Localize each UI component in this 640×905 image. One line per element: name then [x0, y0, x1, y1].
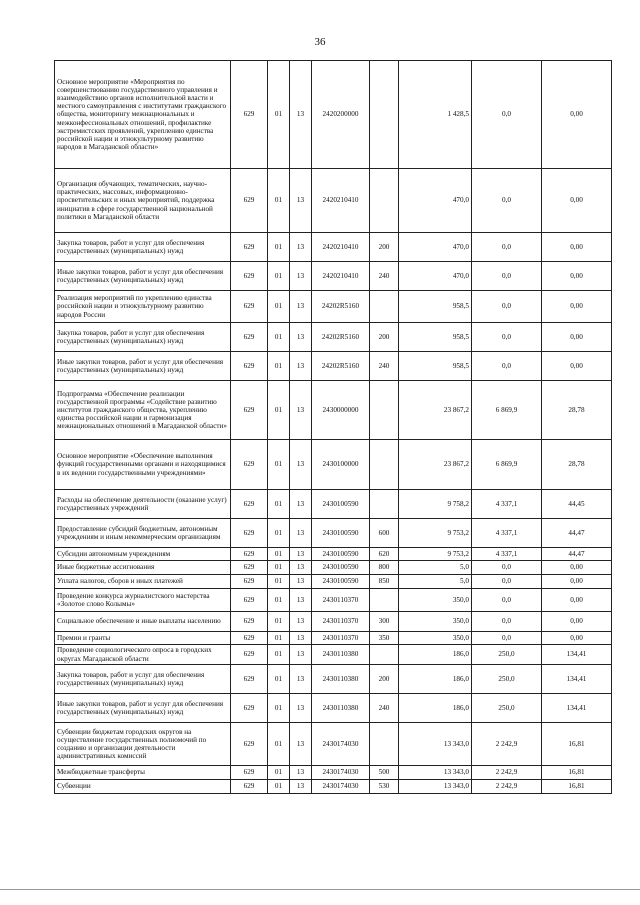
cell-fact: 4 337,1: [472, 490, 542, 519]
cell-csr: 2430110380: [312, 694, 370, 723]
cell-pr: 13: [290, 440, 312, 490]
cell-fact: 6 869,9: [472, 381, 542, 440]
cell-fact: 250,0: [472, 645, 542, 665]
cell-pct: 134,41: [542, 694, 612, 723]
cell-csr: 2420210410: [312, 169, 370, 233]
cell-fact: 0,0: [472, 169, 542, 233]
cell-rz: 01: [268, 694, 290, 723]
cell-pr: 13: [290, 694, 312, 723]
cell-pr: 13: [290, 262, 312, 291]
cell-pct: 0,00: [542, 352, 612, 381]
cell-rz: 01: [268, 440, 290, 490]
cell-pct: 44,45: [542, 490, 612, 519]
cell-name: Субсидии автономным учреждениям: [55, 548, 231, 561]
cell-ved: 629: [231, 323, 268, 352]
cell-csr: 2430174030: [312, 780, 370, 794]
cell-csr: 24202R5160: [312, 291, 370, 323]
cell-ved: 629: [231, 632, 268, 645]
cell-pct: 0,00: [542, 589, 612, 612]
cell-pr: 13: [290, 723, 312, 766]
table-row: [55, 519, 612, 548]
table-row: [55, 169, 612, 233]
cell-name: Предоставление субсидий бюджетным, автономным учреждениям и иным некоммерческим организациям: [55, 519, 231, 548]
cell-vr: 800: [370, 561, 399, 575]
cell-vr: [370, 381, 399, 440]
cell-csr: 2430110370: [312, 632, 370, 645]
cell-name: Иные закупки товаров, работ и услуг для обеспечения государственных (муниципальных) нужд: [55, 352, 231, 381]
cell-fact: 0,0: [472, 612, 542, 632]
cell-pct: 16,81: [542, 766, 612, 780]
cell-fact: 0,0: [472, 589, 542, 612]
cell-fact: 250,0: [472, 665, 542, 694]
cell-rz: 01: [268, 381, 290, 440]
cell-csr: 2420200000: [312, 61, 370, 169]
table-row: [55, 766, 612, 780]
cell-rz: 01: [268, 780, 290, 794]
cell-vr: 240: [370, 352, 399, 381]
cell-ved: 629: [231, 766, 268, 780]
cell-csr: 2430174030: [312, 766, 370, 780]
cell-pr: 13: [290, 766, 312, 780]
cell-name: Организация обучающих, тематических, научно-практических, массовых, информационно-просветительских и иных мероприятий, поддержка инициатив в сфере государственной национальной политики в Магаданской области: [55, 169, 231, 233]
cell-pct: 0,00: [542, 612, 612, 632]
cell-csr: 2430110370: [312, 589, 370, 612]
cell-csr: 2430110380: [312, 645, 370, 665]
cell-name: Закупка товаров, работ и услуг для обеспечения государственных (муниципальных) нужд: [55, 233, 231, 262]
cell-vr: 240: [370, 262, 399, 291]
table-row: [55, 575, 612, 589]
cell-plan: 350,0: [399, 612, 472, 632]
table-row: [55, 233, 612, 262]
cell-vr: [370, 490, 399, 519]
cell-plan: 470,0: [399, 233, 472, 262]
cell-plan: 1 428,5: [399, 61, 472, 169]
cell-pr: 13: [290, 665, 312, 694]
cell-pct: 28,78: [542, 381, 612, 440]
cell-ved: 629: [231, 381, 268, 440]
cell-vr: [370, 291, 399, 323]
cell-name: Субвенции: [55, 780, 231, 794]
cell-vr: [370, 589, 399, 612]
cell-plan: 958,5: [399, 352, 472, 381]
cell-pr: 13: [290, 381, 312, 440]
table-row: [55, 645, 612, 665]
cell-csr: 2430174030: [312, 723, 370, 766]
table-row: [55, 632, 612, 645]
cell-pct: 44,47: [542, 519, 612, 548]
cell-vr: 350: [370, 632, 399, 645]
cell-pct: 0,00: [542, 233, 612, 262]
cell-rz: 01: [268, 490, 290, 519]
cell-rz: 01: [268, 766, 290, 780]
cell-name: Социальное обеспечение и иные выплаты населению: [55, 612, 231, 632]
cell-pr: 13: [290, 352, 312, 381]
table-row: [55, 694, 612, 723]
cell-rz: 01: [268, 233, 290, 262]
cell-ved: 629: [231, 61, 268, 169]
cell-name: Закупка товаров, работ и услуг для обеспечения государственных (муниципальных) нужд: [55, 665, 231, 694]
cell-vr: [370, 440, 399, 490]
cell-name: Основное мероприятие «Мероприятия по совершенствованию государственного управления и взаимодействию органов исполнительной власти и местного самоуправления с институтами гражданского общества, мониторингу межнациональных и межконфессиональных отношений, профилактике экстремистских проявлений, укреплению единства российской нации и этнокультурному развитию народов в Магаданской области»: [55, 61, 231, 169]
cell-ved: 629: [231, 780, 268, 794]
cell-name: Проведение социологического опроса в городских округах Магаданской области: [55, 645, 231, 665]
cell-vr: 530: [370, 780, 399, 794]
cell-plan: 13 343,0: [399, 723, 472, 766]
cell-ved: 629: [231, 169, 268, 233]
cell-fact: 2 242,9: [472, 723, 542, 766]
cell-plan: 958,5: [399, 291, 472, 323]
cell-plan: 9 753,2: [399, 548, 472, 561]
cell-vr: [370, 169, 399, 233]
cell-vr: 620: [370, 548, 399, 561]
cell-ved: 629: [231, 694, 268, 723]
table-row: [55, 665, 612, 694]
cell-name: Подпрограмма «Обеспечение реализации государственной программы «Содействие развитию институтов гражданского общества, укреплению единства российской нации и гармонизация межнациональных отношений в Магаданской области»: [55, 381, 231, 440]
cell-ved: 629: [231, 589, 268, 612]
cell-pr: 13: [290, 589, 312, 612]
cell-vr: 240: [370, 694, 399, 723]
table-row: [55, 490, 612, 519]
cell-vr: 850: [370, 575, 399, 589]
table-row: [55, 352, 612, 381]
cell-name: Уплата налогов, сборов и иных платежей: [55, 575, 231, 589]
cell-name: Иные бюджетные ассигнования: [55, 561, 231, 575]
table-row: [55, 612, 612, 632]
cell-plan: 186,0: [399, 645, 472, 665]
cell-vr: 200: [370, 233, 399, 262]
cell-vr: 500: [370, 766, 399, 780]
cell-fact: 4 337,1: [472, 548, 542, 561]
cell-name: Премии и гранты: [55, 632, 231, 645]
table-row: [55, 589, 612, 612]
cell-rz: 01: [268, 352, 290, 381]
cell-pr: 13: [290, 561, 312, 575]
cell-pct: 16,81: [542, 780, 612, 794]
table-row: [55, 723, 612, 766]
cell-rz: 01: [268, 632, 290, 645]
cell-pct: 0,00: [542, 561, 612, 575]
cell-pr: 13: [290, 645, 312, 665]
cell-name: Иные закупки товаров, работ и услуг для обеспечения государственных (муниципальных) нужд: [55, 262, 231, 291]
cell-pr: 13: [290, 291, 312, 323]
cell-ved: 629: [231, 561, 268, 575]
cell-name: Субвенции бюджетам городских округов на осуществление государственных полномочий по созданию и организации деятельности административных комиссий: [55, 723, 231, 766]
cell-plan: 470,0: [399, 169, 472, 233]
cell-csr: 2430100590: [312, 575, 370, 589]
table-row: [55, 548, 612, 561]
cell-pct: 0,00: [542, 575, 612, 589]
cell-pct: 0,00: [542, 632, 612, 645]
cell-pr: 13: [290, 323, 312, 352]
cell-csr: 2430110380: [312, 665, 370, 694]
cell-vr: [370, 723, 399, 766]
cell-ved: 629: [231, 291, 268, 323]
cell-fact: 0,0: [472, 632, 542, 645]
table-row: [55, 780, 612, 794]
cell-plan: 350,0: [399, 589, 472, 612]
cell-rz: 01: [268, 575, 290, 589]
cell-rz: 01: [268, 323, 290, 352]
cell-csr: 2430100590: [312, 548, 370, 561]
cell-rz: 01: [268, 723, 290, 766]
cell-rz: 01: [268, 169, 290, 233]
cell-rz: 01: [268, 665, 290, 694]
cell-vr: 200: [370, 323, 399, 352]
cell-plan: 23 867,2: [399, 381, 472, 440]
cell-fact: 250,0: [472, 694, 542, 723]
cell-pct: 0,00: [542, 291, 612, 323]
cell-pr: 13: [290, 490, 312, 519]
cell-fact: 2 242,9: [472, 780, 542, 794]
cell-rz: 01: [268, 612, 290, 632]
cell-rz: 01: [268, 262, 290, 291]
cell-plan: 5,0: [399, 561, 472, 575]
cell-pct: 0,00: [542, 61, 612, 169]
table-row: [55, 561, 612, 575]
cell-ved: 629: [231, 440, 268, 490]
cell-fact: 0,0: [472, 61, 542, 169]
cell-plan: 5,0: [399, 575, 472, 589]
cell-rz: 01: [268, 61, 290, 169]
table-body: [55, 61, 612, 794]
table-row: [55, 381, 612, 440]
table-row: [55, 323, 612, 352]
cell-plan: 9 753,2: [399, 519, 472, 548]
cell-csr: 2420210410: [312, 233, 370, 262]
table-row: [55, 440, 612, 490]
cell-ved: 629: [231, 665, 268, 694]
cell-csr: 2430100000: [312, 440, 370, 490]
cell-ved: 629: [231, 352, 268, 381]
cell-pr: 13: [290, 233, 312, 262]
cell-name: Расходы на обеспечение деятельности (оказание услуг) государственных учреждений: [55, 490, 231, 519]
cell-pr: 13: [290, 780, 312, 794]
cell-pct: 134,41: [542, 645, 612, 665]
cell-csr: 2430100590: [312, 490, 370, 519]
cell-fact: 2 242,9: [472, 766, 542, 780]
cell-pct: 44,47: [542, 548, 612, 561]
cell-plan: 470,0: [399, 262, 472, 291]
cell-vr: 300: [370, 612, 399, 632]
cell-fact: 0,0: [472, 291, 542, 323]
cell-rz: 01: [268, 589, 290, 612]
cell-pr: 13: [290, 612, 312, 632]
cell-ved: 629: [231, 723, 268, 766]
cell-fact: 0,0: [472, 561, 542, 575]
cell-csr: 2430000000: [312, 381, 370, 440]
cell-name: Реализация мероприятий по укреплению единства российской нации и этнокультурному развитию народов России: [55, 291, 231, 323]
cell-fact: 0,0: [472, 262, 542, 291]
cell-pct: 0,00: [542, 323, 612, 352]
cell-name: Основное мероприятие «Обеспечение выполнения функций государственными органами и находящимися в их ведении государственными учреждениями»: [55, 440, 231, 490]
cell-rz: 01: [268, 519, 290, 548]
cell-pr: 13: [290, 519, 312, 548]
table-row: [55, 61, 612, 169]
cell-ved: 629: [231, 519, 268, 548]
cell-pr: 13: [290, 61, 312, 169]
cell-pct: 28,78: [542, 440, 612, 490]
cell-ved: 629: [231, 490, 268, 519]
cell-fact: 4 337,1: [472, 519, 542, 548]
cell-csr: 2430110370: [312, 612, 370, 632]
cell-csr: 24202R5160: [312, 352, 370, 381]
cell-fact: 6 869,9: [472, 440, 542, 490]
cell-pct: 134,41: [542, 665, 612, 694]
cell-name: Закупка товаров, работ и услуг для обеспечения государственных (муниципальных) нужд: [55, 323, 231, 352]
cell-pct: 16,81: [542, 723, 612, 766]
cell-plan: 958,5: [399, 323, 472, 352]
cell-fact: 0,0: [472, 323, 542, 352]
cell-pr: 13: [290, 632, 312, 645]
cell-fact: 0,0: [472, 575, 542, 589]
cell-ved: 629: [231, 612, 268, 632]
cell-rz: 01: [268, 561, 290, 575]
cell-rz: 01: [268, 548, 290, 561]
cell-pct: 0,00: [542, 262, 612, 291]
cell-csr: 2420210410: [312, 262, 370, 291]
cell-fact: 0,0: [472, 352, 542, 381]
cell-pct: 0,00: [542, 169, 612, 233]
cell-csr: 2430100590: [312, 561, 370, 575]
cell-fact: 0,0: [472, 233, 542, 262]
cell-plan: 9 758,2: [399, 490, 472, 519]
cell-plan: 186,0: [399, 665, 472, 694]
cell-plan: 13 343,0: [399, 780, 472, 794]
cell-vr: 200: [370, 665, 399, 694]
cell-name: Иные закупки товаров, работ и услуг для обеспечения государственных (муниципальных) нужд: [55, 694, 231, 723]
cell-plan: 186,0: [399, 694, 472, 723]
cell-pr: 13: [290, 548, 312, 561]
cell-pr: 13: [290, 575, 312, 589]
cell-vr: [370, 645, 399, 665]
cell-ved: 629: [231, 645, 268, 665]
cell-vr: 600: [370, 519, 399, 548]
cell-csr: 24202R5160: [312, 323, 370, 352]
cell-plan: 23 867,2: [399, 440, 472, 490]
table-row: [55, 262, 612, 291]
cell-ved: 629: [231, 262, 268, 291]
page-bottom-rule: [0, 889, 640, 890]
cell-plan: 350,0: [399, 632, 472, 645]
cell-plan: 13 343,0: [399, 766, 472, 780]
page-number: 36: [314, 36, 326, 48]
cell-csr: 2430100590: [312, 519, 370, 548]
cell-ved: 629: [231, 233, 268, 262]
cell-rz: 01: [268, 291, 290, 323]
cell-ved: 629: [231, 575, 268, 589]
cell-name: Межбюджетные трансферты: [55, 766, 231, 780]
cell-vr: [370, 61, 399, 169]
cell-name: Проведение конкурса журналистского мастерства «Золотое слово Колымы»: [55, 589, 231, 612]
cell-ved: 629: [231, 548, 268, 561]
cell-rz: 01: [268, 645, 290, 665]
cell-pr: 13: [290, 169, 312, 233]
budget-table: [54, 60, 612, 794]
table-row: [55, 291, 612, 323]
